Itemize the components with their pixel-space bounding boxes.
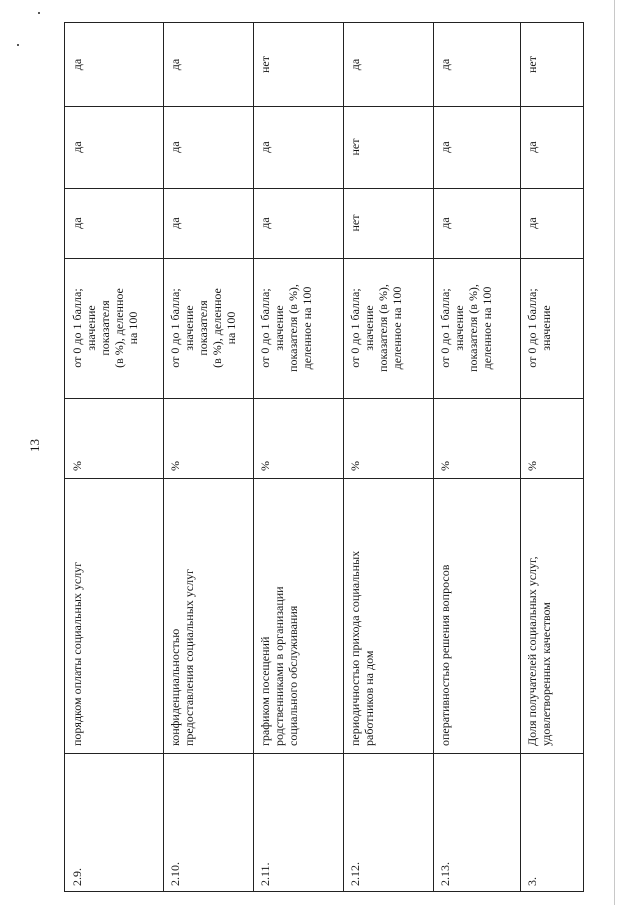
cell-col-c: да xyxy=(438,58,452,71)
cell-col-b: да xyxy=(258,141,272,153)
cell-col-a: да xyxy=(258,217,272,229)
cell-col-b: нет xyxy=(348,138,362,156)
cell-unit: % xyxy=(525,461,539,471)
cell-description: Доля получателей социальных услуг, удовлетворенных качеством xyxy=(525,556,553,746)
cell-unit: % xyxy=(70,461,84,471)
cell-col-c: нет xyxy=(525,56,539,73)
cell-unit: % xyxy=(258,461,272,471)
table-grid-line xyxy=(65,753,583,754)
cell-scale: от 0 до 1 балла; значение показателя (в %), деленное на 100 xyxy=(168,288,238,368)
cell-num: 3. xyxy=(525,877,539,886)
cell-description: оперативностью решения вопросов xyxy=(438,564,452,746)
cell-description: порядком оплаты социальных услуг xyxy=(70,561,84,746)
cell-unit: % xyxy=(438,461,452,471)
cell-col-c: нет xyxy=(258,56,272,73)
cell-col-c: да xyxy=(348,58,362,71)
cell-col-a: да xyxy=(438,217,452,229)
cell-col-b: да xyxy=(70,141,84,153)
table-grid-line xyxy=(253,23,254,891)
table-grid-line xyxy=(65,478,583,479)
cell-num: 2.13. xyxy=(438,862,452,886)
table-grid-line xyxy=(65,106,583,107)
cell-scale: от 0 до 1 балла; значение xyxy=(525,288,553,368)
cell-scale: от 0 до 1 балла; значение показателя (в %), деленное на 100 xyxy=(348,284,404,372)
criteria-table xyxy=(64,22,584,892)
scan-dust-mark xyxy=(38,12,40,14)
table-grid-line xyxy=(520,23,521,891)
cell-col-a: нет xyxy=(348,214,362,232)
cell-description: графиком посещений родственниками в организации социального обслуживания xyxy=(258,586,300,746)
table-grid-line xyxy=(433,23,434,891)
cell-description: периодичностью прихода социальных работников на дом xyxy=(348,550,376,746)
cell-scale: от 0 до 1 балла; значение показателя (в %), деленное на 100 xyxy=(438,284,494,372)
table-grid-line xyxy=(65,188,583,189)
cell-scale: от 0 до 1 балла; значение показателя (в %), деленное на 100 xyxy=(258,284,314,372)
cell-num: 2.12. xyxy=(348,862,362,886)
table-grid-line xyxy=(343,23,344,891)
cell-col-b: да xyxy=(438,141,452,153)
page-number: 13 xyxy=(27,439,42,452)
scan-edge-line xyxy=(614,0,615,905)
table-grid-line xyxy=(163,23,164,891)
cell-scale: от 0 до 1 балла; значение показателя (в %), деленное на 100 xyxy=(70,288,140,368)
table-grid-line xyxy=(65,398,583,399)
cell-col-c: да xyxy=(70,58,84,71)
scan-dust-mark xyxy=(17,44,19,46)
cell-unit: % xyxy=(348,461,362,471)
cell-col-c: да xyxy=(168,58,182,71)
cell-col-a: да xyxy=(168,217,182,229)
cell-description: конфиденциальностью предоставления социальных услуг xyxy=(168,568,196,746)
cell-num: 2.9. xyxy=(70,868,84,886)
cell-col-a: да xyxy=(70,217,84,229)
cell-col-b: да xyxy=(168,141,182,153)
table-grid-line xyxy=(65,258,583,259)
cell-num: 2.10. xyxy=(168,862,182,886)
cell-unit: % xyxy=(168,461,182,471)
cell-col-b: да xyxy=(525,141,539,153)
cell-col-a: да xyxy=(525,217,539,229)
cell-num: 2.11. xyxy=(258,862,272,886)
